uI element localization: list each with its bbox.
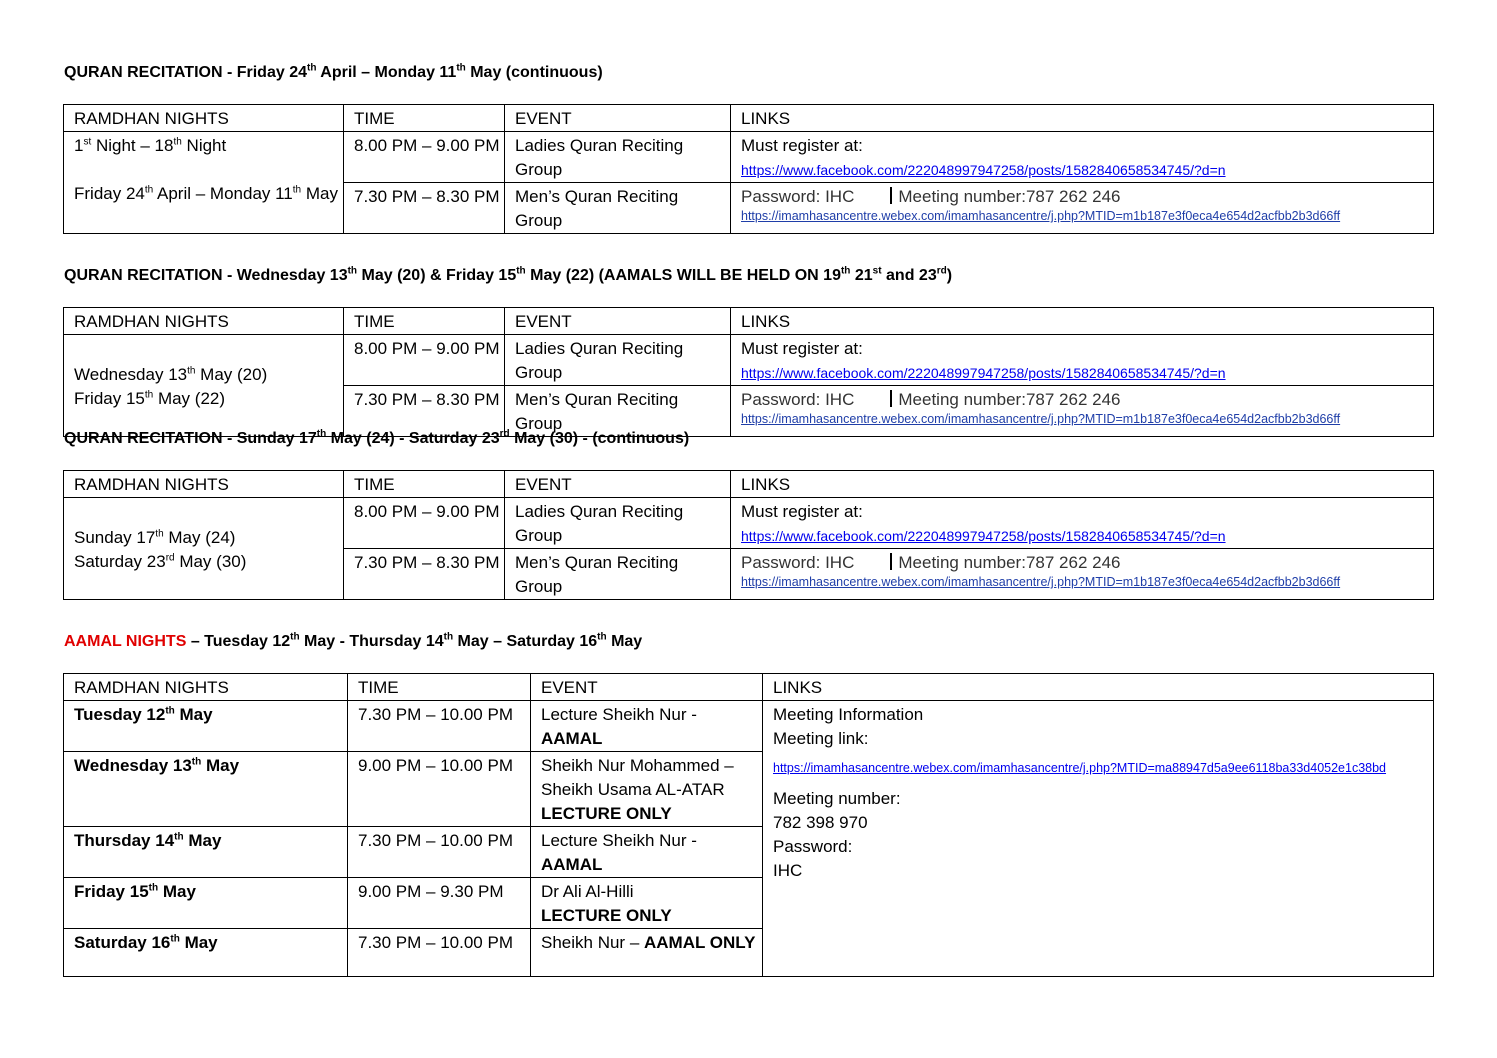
header-time: TIME (344, 308, 505, 335)
separator (890, 390, 892, 407)
password-label: Password: (773, 837, 853, 856)
night-cell: Friday 15th May (64, 878, 348, 929)
separator (890, 187, 892, 204)
header-event: EVENT (531, 674, 763, 701)
facebook-link[interactable]: https://www.facebook.com/222048997947258/posts/1582840658534745/?d=n (741, 162, 1226, 178)
table-row (64, 701, 1434, 752)
time-ladies: 8.00 PM – 9.00 PM (344, 132, 505, 183)
section-heading-3: QURAN RECITATION - Sunday 17th May (24) - Saturday 23rd May (30) - (continuous) (64, 428, 690, 447)
links-webex (731, 386, 1434, 437)
night-cell: Tuesday 12th May (64, 701, 348, 752)
time-ladies: 8.00 PM – 9.00 PM (344, 498, 505, 549)
header-nights: RAMDHAN NIGHTS (64, 308, 344, 335)
meeting-link-label: Meeting link: (773, 729, 869, 748)
night-cell: Saturday 16th May (64, 929, 348, 977)
webex-link[interactable]: https://imamhasancentre.webex.com/imamhasancentre/j.php?MTID=m1b187e3f0eca4e654d2acfbb2b3d66ff (741, 412, 1341, 426)
time-ladies: 8.00 PM – 9.00 PM (344, 335, 505, 386)
header-links: LINKS (731, 471, 1434, 498)
password-text: Password: IHC (741, 187, 855, 206)
time-men: 7.30 PM – 8.30 PM (344, 183, 505, 234)
section-heading-2: QURAN RECITATION - Wednesday 13th May (20) & Friday 15th May (22) (AAMALS WILL BE HELD ON 19th 21st and 23rd) (64, 265, 953, 284)
header-nights: RAMDHAN NIGHTS (64, 105, 344, 132)
links-register (731, 132, 1434, 183)
event-ladies: Ladies Quran Reciting Group (505, 335, 731, 386)
must-register-label: Must register at: (741, 136, 863, 155)
must-register-label: Must register at: (741, 339, 863, 358)
must-register-label: Must register at: (741, 502, 863, 521)
time-cell: 7.30 PM – 10.00 PM (348, 701, 531, 752)
aamal-table (63, 673, 1434, 977)
separator (890, 553, 892, 570)
time-cell: 9.00 PM – 9.30 PM (348, 878, 531, 929)
facebook-link[interactable]: https://www.facebook.com/222048997947258/posts/1582840658534745/?d=n (741, 365, 1226, 381)
event-cell: Lecture Sheikh Nur - AAMAL (531, 827, 763, 878)
header-time: TIME (344, 105, 505, 132)
recitation-table-2 (63, 307, 1434, 437)
meeting-info-cell (763, 701, 1434, 977)
time-cell: 7.30 PM – 10.00 PM (348, 929, 531, 977)
event-cell: Sheikh Nur Mohammed – Sheikh Usama AL-ATAR LECTURE ONLY (531, 752, 763, 827)
nights-cell: Sunday 17th May (24) Saturday 23rd May (30) (64, 498, 344, 600)
meeting-number-text: Meeting number:787 262 246 (898, 390, 1121, 409)
header-time: TIME (348, 674, 531, 701)
night-cell: Wednesday 13th May (64, 752, 348, 827)
header-time: TIME (344, 471, 505, 498)
time-cell: 9.00 PM – 10.00 PM (348, 752, 531, 827)
meeting-info-label: Meeting Information (773, 705, 924, 724)
facebook-link[interactable]: https://www.facebook.com/222048997947258/posts/1582840658534745/?d=n (741, 528, 1226, 544)
time-cell: 7.30 PM – 10.00 PM (348, 827, 531, 878)
night-cell: Thursday 14th May (64, 827, 348, 878)
event-ladies: Ladies Quran Reciting Group (505, 498, 731, 549)
meeting-number-label: Meeting number: (773, 789, 901, 808)
password-text: Password: IHC (741, 390, 855, 409)
event-cell: Sheikh Nur – AAMAL ONLY (531, 929, 763, 977)
links-register (731, 498, 1434, 549)
recitation-table-1 (63, 104, 1434, 234)
links-webex (731, 183, 1434, 234)
recitation-table-3 (63, 470, 1434, 600)
meeting-number-value: 782 398 970 (773, 813, 868, 832)
links-register (731, 335, 1434, 386)
section-heading-aamal: AAMAL NIGHTS – Tuesday 12th May - Thursday 14th May – Saturday 16th May (64, 631, 643, 650)
event-ladies: Ladies Quran Reciting Group (505, 132, 731, 183)
header-links: LINKS (731, 308, 1434, 335)
header-links: LINKS (731, 105, 1434, 132)
links-webex (731, 549, 1434, 600)
nights-cell: 1st Night – 18th Night Friday 24th April – Monday 11th May (64, 132, 344, 234)
time-men: 7.30 PM – 8.30 PM (344, 386, 505, 437)
header-nights: RAMDHAN NIGHTS (64, 471, 344, 498)
header-nights: RAMDHAN NIGHTS (64, 674, 348, 701)
meeting-number-text: Meeting number:787 262 246 (898, 553, 1121, 572)
event-men: Men’s Quran Reciting Group (505, 549, 731, 600)
header-event: EVENT (505, 105, 731, 132)
header-event: EVENT (505, 308, 731, 335)
section-heading-1: QURAN RECITATION - Friday 24th April – Monday 11th May (continuous) (64, 62, 603, 81)
event-cell: Dr Ali Al-Hilli LECTURE ONLY (531, 878, 763, 929)
event-men: Men’s Quran Reciting Group (505, 386, 731, 437)
password-text: Password: IHC (741, 553, 855, 572)
nights-cell: Wednesday 13th May (20) Friday 15th May (22) (64, 335, 344, 437)
aamal-webex-link[interactable]: https://imamhasancentre.webex.com/imamhasancentre/j.php?MTID=ma88947d5a9ee6118ba33d4052e1c38bd (773, 761, 1387, 775)
meeting-number-text: Meeting number:787 262 246 (898, 187, 1121, 206)
event-cell: Lecture Sheikh Nur - AAMAL (531, 701, 763, 752)
event-men: Men’s Quran Reciting Group (505, 183, 731, 234)
header-links: LINKS (763, 674, 1434, 701)
webex-link[interactable]: https://imamhasancentre.webex.com/imamhasancentre/j.php?MTID=m1b187e3f0eca4e654d2acfbb2b3d66ff (741, 209, 1341, 223)
header-event: EVENT (505, 471, 731, 498)
time-men: 7.30 PM – 8.30 PM (344, 549, 505, 600)
password-value: IHC (773, 861, 803, 880)
webex-link[interactable]: https://imamhasancentre.webex.com/imamhasancentre/j.php?MTID=m1b187e3f0eca4e654d2acfbb2b3d66ff (741, 575, 1341, 589)
